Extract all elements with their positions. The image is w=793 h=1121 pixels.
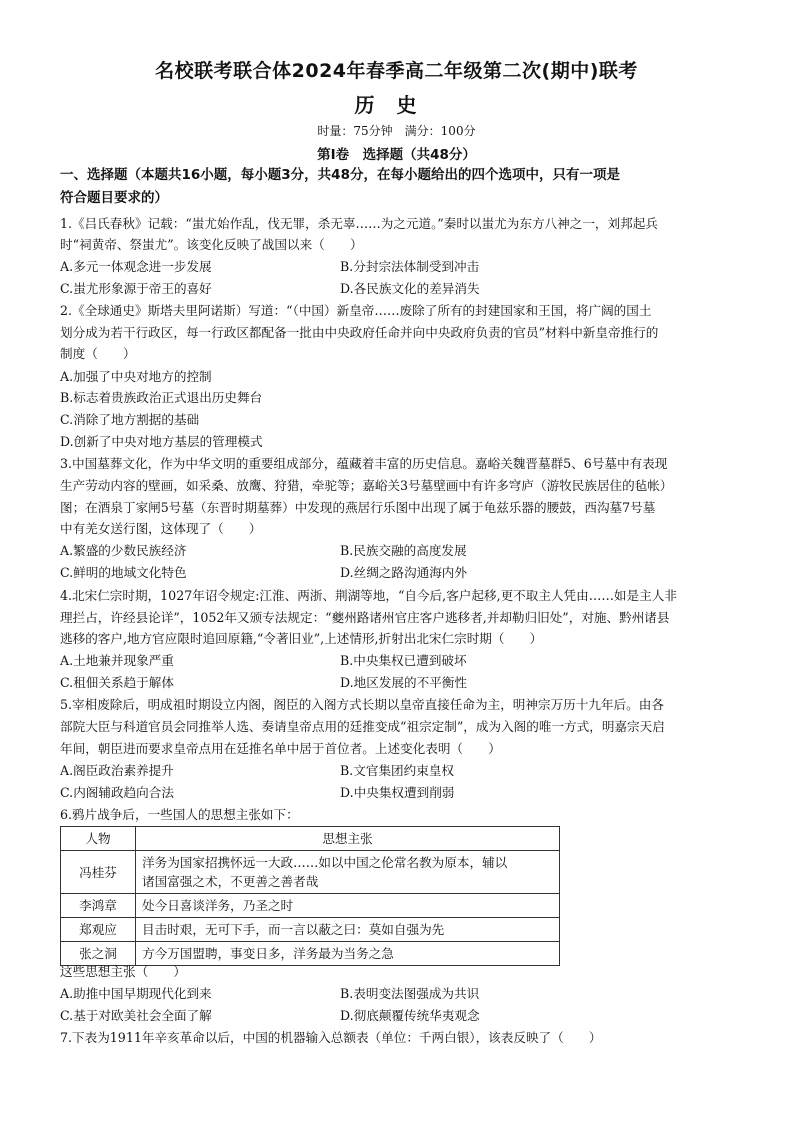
- q4-stem-cont: 理拦占，许经县论详”，1052年又颁专法规定：“夔州路诸州官庄客户逃移者,并却勒归旧处”，对施、黔州诸县: [60, 610, 670, 625]
- q3-option-a: A.繁盛的少数民族经济: [60, 543, 187, 558]
- table-cell-person: 张之洞: [61, 942, 136, 966]
- idea-line: 洋务为国家招携怀远一大政……如以中国之伦常名教为原本，辅以: [142, 855, 508, 870]
- q2-option-a: A.加强了中央对地方的控制: [60, 369, 212, 384]
- table-row: [61, 918, 560, 942]
- section-heading-cont: 符合题目要求的）: [60, 190, 168, 206]
- q4-stem-end: 逃移的客户,地方官应限时追回原籍,“令著旧业”,上述情形,折射出北宋仁宗时期（ ）: [60, 631, 543, 646]
- q1-option-a: A.多元一体观念进一步发展: [60, 259, 212, 274]
- table-cell-person: 冯桂芬: [61, 851, 136, 894]
- table-row: [61, 851, 560, 894]
- table-header-row: [61, 827, 560, 851]
- q3-option-d: D.丝绸之路沟通海内外: [340, 565, 467, 580]
- q2-option-c: C.消除了地方割据的基础: [60, 412, 200, 427]
- q3-stem-end: 中有羌女送行图，这体现了（ ）: [60, 521, 262, 536]
- q6-option-d: D.彻底颠覆传统华夷观念: [340, 1008, 480, 1023]
- exam-title: 名校联考联合体2024年春季高二年级第二次(期中)联考: [155, 60, 638, 82]
- table-cell-person: 李鸿章: [61, 894, 136, 918]
- table-cell-idea: 处今日喜谈洋务，乃圣之时: [136, 894, 560, 918]
- q5-stem-end: 年间，朝臣进而要求皇帝点用在廷推名单中居于首位者。上述变化表明（ ）: [60, 741, 501, 756]
- q4-stem: 4.北宋仁宗时期，1027年诏令规定:江淮、两浙、荆湖等地，“自今后,客户起移,更不取主人凭由……如是主人非: [60, 588, 677, 603]
- q3-stem-cont: 生产劳动内容的壁画，如采桑、放鹰、狩猎，牵驼等；嘉峪关3号墓壁画中有许多穹庐（游牧民族居住的毡帐）: [60, 478, 673, 493]
- table-cell-idea: 目击时艰，无可下手，而一言以蔽之曰：莫如自强为先: [136, 918, 560, 942]
- q2-stem-end: 制度（ ）: [60, 346, 136, 361]
- q6-option-b: B.表明变法图强成为共识: [340, 986, 480, 1001]
- q3-option-b: B.民族交融的高度发展: [340, 543, 467, 558]
- exam-meta: 时量：75分钟 满分：100分: [317, 124, 476, 138]
- part-heading: 第Ⅰ卷 选择题（共48分）: [317, 147, 476, 163]
- q2-option-d: D.创新了中央对地方基层的管理模式: [60, 434, 263, 449]
- q4-option-b: B.中央集权已遭到破坏: [340, 653, 467, 668]
- q1-option-b: B.分封宗法体制受到冲击: [340, 259, 480, 274]
- subject-title: 历史: [354, 93, 439, 117]
- idea-line: 诸国富强之术，不更善之善者哉: [142, 874, 319, 889]
- q4-option-c: C.租佃关系趋于解体: [60, 675, 174, 690]
- q1-stem-cont: 时“祠黄帝、祭蚩尤”。该变化反映了战国以来（ ）: [60, 237, 363, 252]
- section-heading: 一、选择题（本题共16小题，每小题3分，共48分，在每小题给出的四个选项中，只有一项是: [60, 167, 620, 183]
- q3-stem: 3.中国墓葬文化，作为中华文明的重要组成部分，蕴藏着丰富的历史信息。嘉峪关魏晋墓群5、6号墓中有表现: [60, 456, 668, 471]
- q4-option-d: D.地区发展的不平衡性: [340, 675, 467, 690]
- table-cell-idea: [136, 851, 560, 894]
- q5-option-b: B.文官集团约束皇权: [340, 763, 455, 778]
- q7-stem: 7.下表为1911年辛亥革命以后，中国的机器输入总额表（单位：千两白银），该表反映了（ ）: [60, 1030, 602, 1045]
- q5-option-a: A.阁臣政治素养提升: [60, 763, 174, 778]
- q6-question: 这些思想主张（ ）: [60, 964, 186, 979]
- q5-stem-cont: 部院大臣与科道官员会同推举人选、奏请皇帝点用的廷推变成“祖宗定制”，成为入阁的唯一方式，明嘉宗天启: [60, 719, 665, 734]
- q6-option-a: A.助推中国早期现代化到来: [60, 986, 212, 1001]
- q2-stem-cont: 划分成为若干行政区，每一行政区都配备一批由中央政府任命并向中央政府负责的官员”材料中新皇帝推行的: [60, 325, 659, 340]
- table-row: [61, 894, 560, 918]
- q2-stem: 2.《全球通史》斯塔夫里阿诺斯）写道：“（中国）新皇帝……废除了所有的封建国家和王国，将广阔的国土: [60, 303, 652, 318]
- q6-option-c: C.基于对欧美社会全面了解: [60, 1008, 212, 1023]
- table-header-idea: 思想主张: [136, 827, 560, 851]
- q5-option-c: C.内阁辅政趋向合法: [60, 785, 174, 800]
- table-cell-person: 郑观应: [61, 918, 136, 942]
- q6-stem: 6.鸦片战争后，一些国人的思想主张如下：: [60, 807, 299, 822]
- table-row: [61, 942, 560, 966]
- q1-option-d: D.各民族文化的差异消失: [340, 281, 480, 296]
- q3-stem-cont2: 图；在酒泉丁家闸5号墓（东晋时期墓葬）中发现的燕居行乐图中出现了属于龟兹乐器的腰鼓，西沟墓7号墓: [60, 500, 656, 515]
- q2-option-b: B.标志着贵族政治正式退出历史舞台: [60, 390, 263, 405]
- q1-option-c: C.蚩尤形象源于帝王的喜好: [60, 281, 212, 296]
- q5-option-d: D.中央集权遭到削弱: [340, 785, 455, 800]
- q4-option-a: A.土地兼并现象严重: [60, 653, 174, 668]
- table-header-person: 人物: [61, 827, 136, 851]
- q1-stem: 1.《吕氏春秋》记载：“蚩尤始作乱，伐无罪，杀无辜……为之元道。”秦时以蚩尤为东方八神之一，刘邦起兵: [60, 216, 658, 231]
- q6-table: [60, 826, 560, 966]
- q3-option-c: C.鲜明的地域文化特色: [60, 565, 187, 580]
- q5-stem: 5.宰相废除后，明成祖时期设立内阁，阁臣的入阁方式长期以皇帝直接任命为主，明神宗万历十九年后。由各: [60, 697, 664, 712]
- table-cell-idea: 方今万国盟聘，事变日多，洋务最为当务之急: [136, 942, 560, 966]
